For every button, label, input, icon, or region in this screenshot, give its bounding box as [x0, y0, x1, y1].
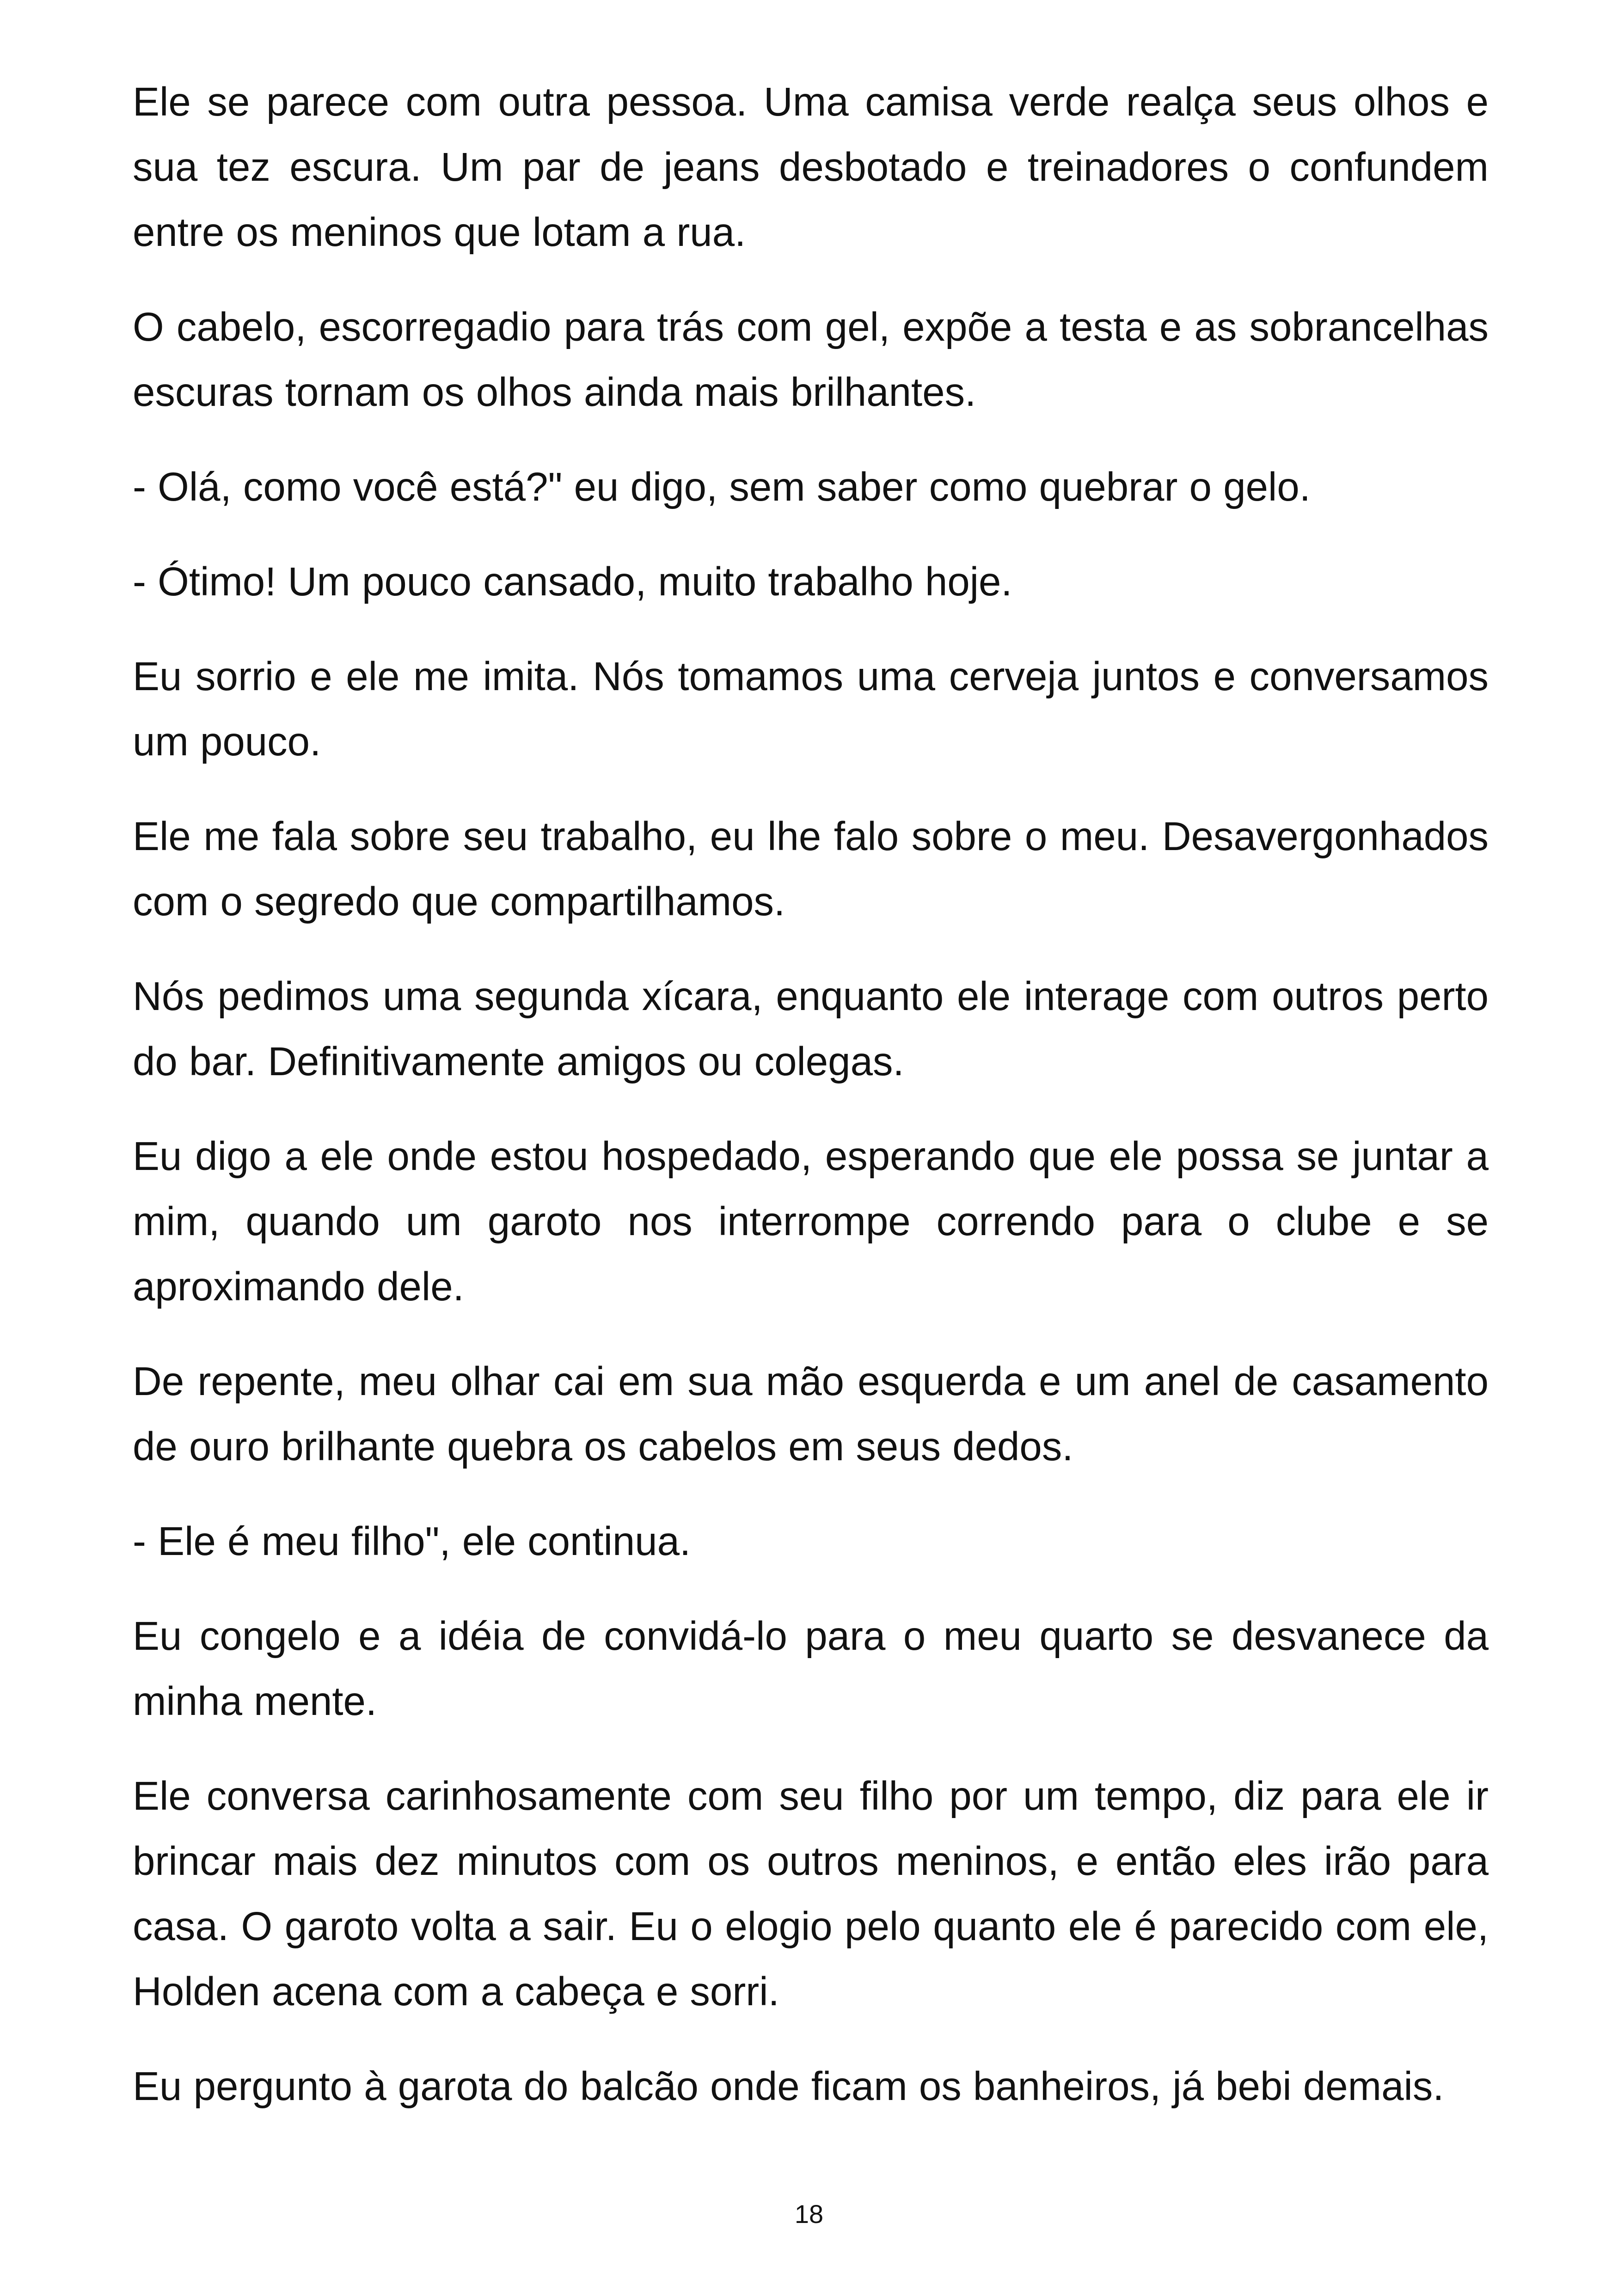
paragraph: - Olá, como você está?" eu digo, sem saber como quebrar o gelo. — [133, 465, 1311, 509]
paragraph: Eu congelo e a idéia de convidá-lo para o meu quarto se desvanece da minha mente. — [133, 1614, 1489, 1724]
paragraph: Ele se parece com outra pessoa. Uma camisa verde realça seus olhos e sua tez escura. Um par de jeans desbotado e treinadores o confundem entre os meninos que lotam a rua. — [133, 80, 1489, 255]
paragraph: - Ótimo! Um pouco cansado, muito trabalho hoje. — [133, 559, 1012, 604]
paragraph: Eu pergunto à garota do balcão onde ficam os banheiros, já bebi demais. — [133, 2064, 1444, 2109]
paragraph: - Ele é meu filho", ele continua. — [133, 1519, 691, 1564]
paragraph: Nós pedimos uma segunda xícara, enquanto ele interage com outros perto do bar. Definitivamente amigos ou colegas. — [133, 974, 1489, 1084]
paragraph: O cabelo, escorregadio para trás com gel, expõe a testa e as sobrancelhas escuras tornam os olhos ainda mais brilhantes. — [133, 305, 1489, 415]
paragraph: Ele conversa carinhosamente com seu filho por um tempo, diz para ele ir brincar mais dez minutos com os outros meninos, e então eles irão para casa. O garoto volta a sair. Eu o elogio pelo quanto ele é parecido com ele, Holden acena com a cabeça e sorri. — [133, 1774, 1489, 2014]
paragraph: Eu sorrio e ele me imita. Nós tomamos uma cerveja juntos e conversamos um pouco. — [133, 654, 1489, 764]
paragraph: Ele me fala sobre seu trabalho, eu lhe falo sobre o meu. Desavergonhados com o segredo que compartilhamos. — [133, 814, 1489, 924]
page-number: 18 — [794, 2199, 824, 2229]
paragraph: Eu digo a ele onde estou hospedado, esperando que ele possa se juntar a mim, quando um garoto nos interrompe correndo para o clube e se aproximando dele. — [133, 1134, 1489, 1309]
page-body — [133, 69, 1489, 2149]
paragraph: De repente, meu olhar cai em sua mão esquerda e um anel de casamento de ouro brilhante quebra os cabelos em seus dedos. — [133, 1359, 1489, 1469]
